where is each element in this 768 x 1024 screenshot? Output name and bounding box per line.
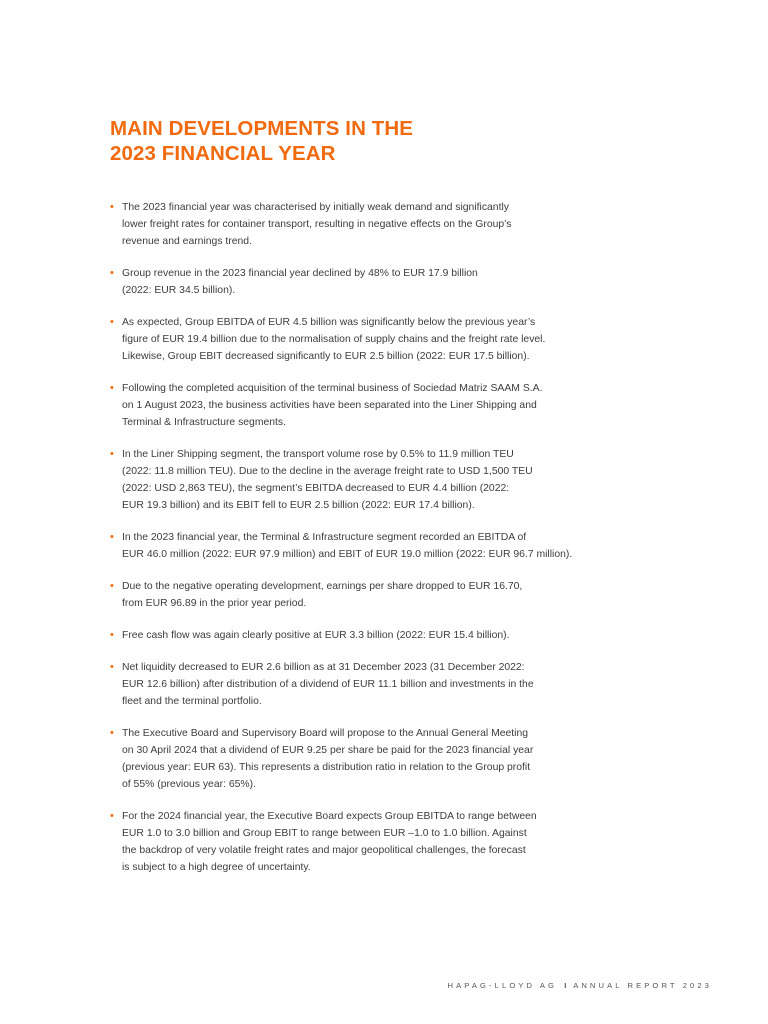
bullet-text-line: EUR 1.0 to 3.0 billion and Group EBIT to range between EUR –1.0 to 1.0 billion. Against [122, 828, 527, 839]
bullet-text-line: lower freight rates for container transport, resulting in negative effects on the Group’s [122, 219, 512, 230]
footer-report: ANNUAL REPORT 2023 [573, 981, 712, 990]
bullet-text-line: from EUR 96.89 in the prior year period. [122, 598, 307, 609]
list-item [110, 808, 590, 876]
bullet-icon: • [110, 448, 114, 460]
bullet-icon: • [110, 531, 114, 543]
footer-company: HAPAG-LLOYD AG [447, 981, 558, 990]
bullet-text-line: on 30 April 2024 that a dividend of EUR 9.25 per share be paid for the 2023 financial year [122, 745, 534, 756]
bullet-text-line: (2022: USD 2,863 TEU), the segment’s EBITDA decreased to EUR 4.4 billion (2022: [122, 483, 510, 494]
bullet-text-line: on 1 August 2023, the business activities have been separated into the Liner Shipping and [122, 400, 537, 411]
bullet-text-line: In the Liner Shipping segment, the transport volume rose by 0.5% to 11.9 million TEU [122, 449, 514, 460]
page-title [110, 116, 610, 166]
list-item [110, 380, 590, 431]
bullet-icon: • [110, 267, 114, 279]
page-title-line: MAIN DEVELOPMENTS IN THE [110, 117, 414, 140]
bullet-text-line: Net liquidity decreased to EUR 2.6 billion as at 31 December 2023 (31 December 2022: [122, 662, 525, 673]
bullet-text-line: (previous year: EUR 63). This represents a distribution ratio in relation to the Group profit [122, 762, 531, 773]
bullet-text-line: of 55% (previous year: 65%). [122, 779, 256, 790]
bullet-icon: • [110, 629, 114, 641]
list-item [110, 199, 590, 250]
bullet-text-line: Due to the negative operating development, earnings per share dropped to EUR 16.70, [122, 581, 523, 592]
bullet-text-line: revenue and earnings trend. [122, 236, 252, 247]
bullet-icon: • [110, 580, 114, 592]
list-item [110, 627, 590, 644]
list-item [110, 578, 590, 612]
bullet-icon: • [110, 382, 114, 394]
list-item [110, 659, 590, 710]
bullet-text-line: Free cash flow was again clearly positive at EUR 3.3 billion (2022: EUR 15.4 billion). [122, 630, 510, 641]
bullet-icon: • [110, 316, 114, 328]
bullet-text-line: (2022: 11.8 million TEU). Due to the decline in the average freight rate to USD 1,500 TEU [122, 466, 533, 477]
bullet-text-line: Likewise, Group EBIT decreased significantly to EUR 2.5 billion (2022: EUR 17.5 billion). [122, 351, 530, 362]
bullet-icon: • [110, 661, 114, 673]
list-item [110, 725, 590, 793]
list-item [110, 265, 590, 299]
bullet-text-line: fleet and the terminal portfolio. [122, 696, 262, 707]
bullet-text-line: EUR 46.0 million (2022: EUR 97.9 million) and EBIT of EUR 19.0 million (2022: EUR 96.7 million). [122, 549, 573, 560]
bullet-text-line: the backdrop of very volatile freight rates and major geopolitical challenges, the forecast [122, 845, 526, 856]
bullet-text-line: is subject to a high degree of uncertainty. [122, 862, 311, 873]
key-developments-list [110, 199, 590, 891]
list-item [110, 314, 590, 365]
bullet-icon: • [110, 727, 114, 739]
bullet-text-line: As expected, Group EBITDA of EUR 4.5 billion was significantly below the previous year’s [122, 317, 536, 328]
bullet-text-line: For the 2024 financial year, the Executive Board expects Group EBITDA to range between [122, 811, 537, 822]
bullet-text-line: (2022: EUR 34.5 billion). [122, 285, 236, 296]
bullet-text-line: Following the completed acquisition of the terminal business of Sociedad Matriz SAAM S.A. [122, 383, 543, 394]
bullet-text-line: EUR 12.6 billion) after distribution of a dividend of EUR 11.1 billion and investments in the [122, 679, 534, 690]
page-title-line: 2023 FINANCIAL YEAR [110, 142, 336, 165]
bullet-icon: • [110, 810, 114, 822]
bullet-text-line: Terminal & Infrastructure segments. [122, 417, 287, 428]
list-item [110, 529, 590, 563]
bullet-text-line: The Executive Board and Supervisory Board will propose to the Annual General Meeting [122, 728, 529, 739]
bullet-text-line: In the 2023 financial year, the Terminal & Infrastructure segment recorded an EBITDA of [122, 532, 527, 543]
list-item [110, 446, 590, 514]
bullet-text-line: Group revenue in the 2023 financial year declined by 48% to EUR 17.9 billion [122, 268, 478, 279]
bullet-text-line: figure of EUR 19.4 billion due to the normalisation of supply chains and the freight rate level. [122, 334, 546, 345]
bullet-text-line: EUR 19.3 billion) and its EBIT fell to EUR 2.5 billion (2022: EUR 17.4 billion). [122, 500, 475, 511]
page-footer [0, 981, 712, 990]
bullet-icon: • [110, 201, 114, 213]
bullet-text-line: The 2023 financial year was characterised by initially weak demand and significantly [122, 202, 509, 213]
footer-separator: I [564, 981, 567, 990]
